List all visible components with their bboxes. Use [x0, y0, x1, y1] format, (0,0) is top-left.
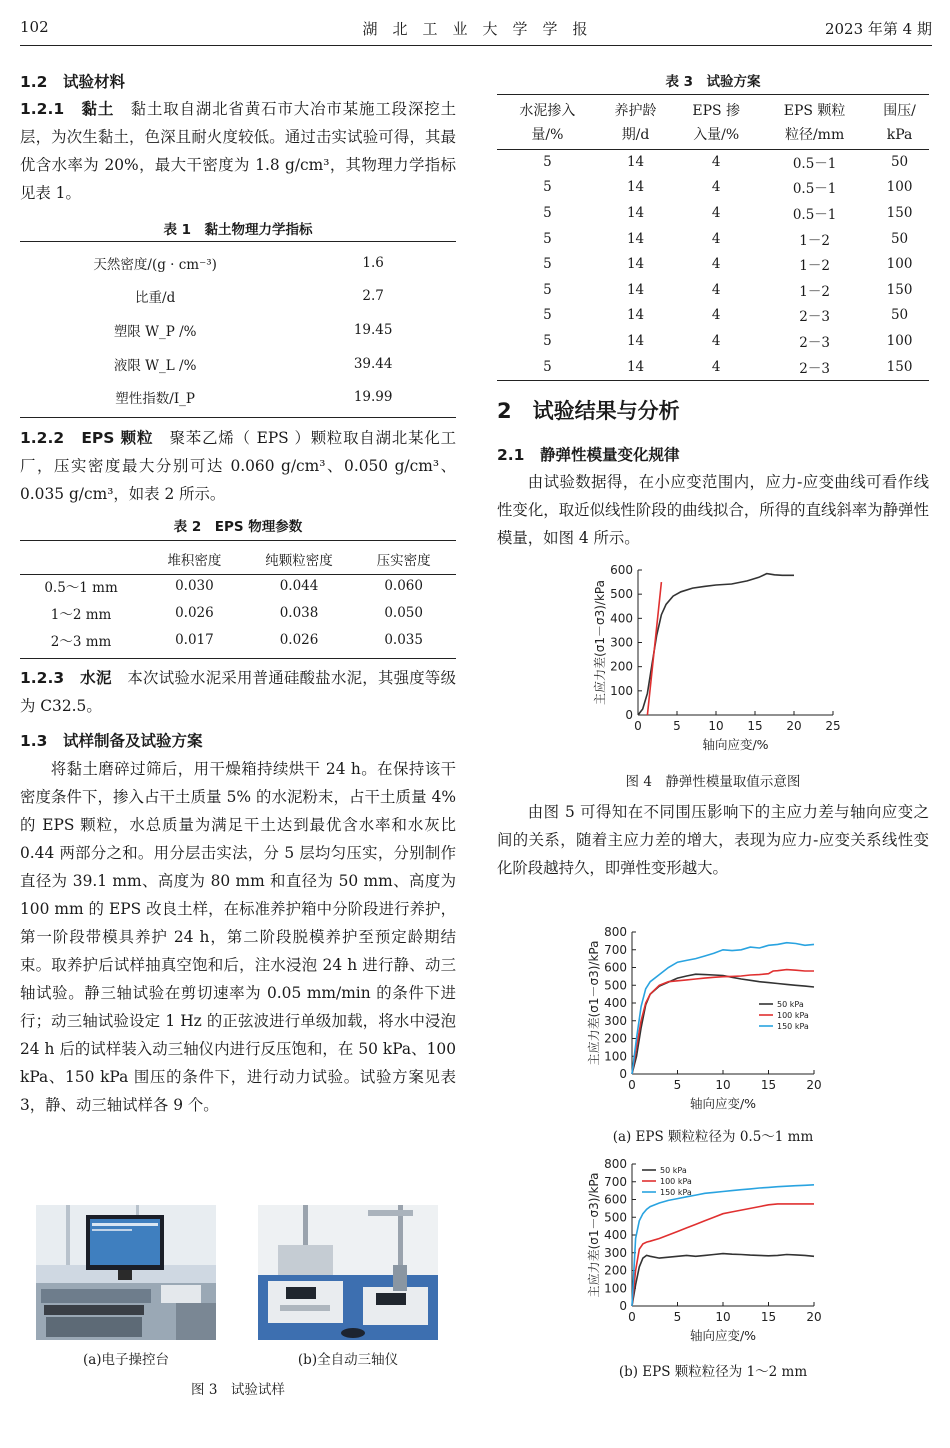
table3-cell: 0.5－1	[792, 206, 837, 223]
section-2-1-title: 2.1 静弹性模量变化规律	[497, 446, 680, 464]
table3-cell: 14	[626, 281, 645, 298]
x-tick-label: 5	[673, 719, 681, 733]
x-tick-label: 5	[673, 1310, 682, 1324]
table3-cell: 4	[711, 153, 721, 170]
y-tick-label: 0	[619, 1299, 627, 1313]
table-row	[20, 313, 456, 347]
section-1-3-text: 将黏土磨碎过筛后，用干燥箱持续烘干 24 h。在保持该干密度条件下，掺入占干土质量 5% 的水泥粉末，占干土质量 4% 的 EPS 颗粒，水总质量为满足干土达到最优含水率和水灰比 0.44 两部分之和。用分层击实法，分 5 层均匀压实，分别制作直径为 39.1 mm、高度为 80 mm 和直径为 50 mm、高度为 100 mm 的 EPS 改良土样，在标准养护箱中分阶段进行养护，第一阶段带模具养护 24 h，第二阶段脱模养护至预定龄期结束。取养护后试样抽真空饱和后，注水浸泡 24 h 进行静、动三轴试验。静三轴试验在剪切速率为 0.05 mm/min 的条件下进行；动三轴试验设定 1 Hz 的正弦波进行单级加载，将水中浸泡 24 h 后的试样装入动三轴仪内进行反压饱和，在 50 kPa、100 kPa、150 kPa 围压的条件下，进行动力试验。试验方案见表 3，静、动三轴试样各 9 个。	[20, 760, 456, 1114]
y-tick-label: 600	[604, 1192, 627, 1207]
x-tick-label: 5	[673, 1078, 682, 1092]
section-1-2-3-title: 1.2.3 水泥	[20, 669, 112, 687]
table3-cell: 1－2	[799, 283, 830, 300]
table-row	[20, 280, 456, 314]
table2-header: 纯颗粒密度	[265, 552, 333, 569]
fig3-caption: 图 3 试验试样	[191, 1382, 285, 1398]
photo-control-console-art	[36, 1205, 216, 1340]
table-row	[20, 246, 456, 280]
x-tick-label: 15	[747, 719, 763, 733]
table3-cell: 14	[626, 358, 645, 375]
table1	[20, 246, 456, 414]
series-line	[632, 1254, 814, 1306]
y-tick-label: 400	[604, 1228, 627, 1242]
y-tick-label: 400	[604, 996, 627, 1010]
section-1-2-3-text: 本次试验水泥采用普通硅酸盐水泥，其强度等级为 C32.5。	[20, 669, 456, 715]
table3-top-rule	[497, 94, 929, 95]
table-row	[497, 200, 929, 226]
table3-cell: 14	[626, 256, 645, 273]
table1-top-rule	[20, 241, 456, 242]
x-axis-label: 轴向应变/%	[689, 1096, 757, 1111]
table-row	[497, 251, 929, 277]
fig3-sub-b: (b)全自动三轴仪	[297, 1352, 399, 1368]
table2-cell: 0.017	[175, 631, 214, 648]
table2-top-rule	[20, 540, 456, 541]
table3-cell: 5	[543, 256, 552, 273]
table3-cell: 5	[543, 332, 552, 349]
table3-cell: 4	[711, 256, 721, 273]
table3-header: 围压/ kPa	[883, 103, 916, 143]
table2-cell: 0.035	[384, 631, 423, 648]
table3-cell: 100	[886, 179, 913, 196]
table-row	[20, 572, 456, 599]
table1-cell-name: 液限 W_L /%	[113, 357, 197, 374]
table1-caption: 表 1 黏土物理力学指标	[163, 222, 313, 238]
table-row	[20, 380, 456, 414]
table1-cell-name: 塑性指数/I_P	[115, 391, 196, 408]
section-1-2-2-text: 聚苯乙烯（ EPS ）颗粒取自湖北某化工厂，压实密度最大分别可达 0.060 g/cm³、0.050 g/cm³、0.035 g/cm³，如表 2 所示。	[20, 429, 456, 503]
x-tick-label: 20	[786, 719, 802, 733]
fig4-chart	[570, 560, 860, 760]
table-row	[497, 328, 929, 354]
table3-cell: 0.5－1	[792, 155, 837, 172]
x-tick-label: 15	[760, 1078, 777, 1092]
legend-label: 100 kPa	[660, 1177, 692, 1186]
table1-cell-value: 1.6	[362, 254, 384, 271]
table-row	[497, 277, 929, 303]
table2-mid-rule	[20, 574, 456, 575]
series-line	[638, 574, 794, 715]
y-tick-label: 800	[604, 1157, 627, 1171]
table3	[497, 97, 929, 379]
table3-cell: 5	[543, 179, 552, 196]
table1-bottom-rule	[20, 417, 456, 418]
table3-cell: 5	[543, 153, 552, 170]
y-tick-label: 500	[604, 1210, 627, 1225]
table3-cell: 5	[543, 230, 552, 247]
y-tick-label: 300	[604, 1013, 627, 1028]
table2-cell: 0.5～1 mm	[44, 579, 118, 596]
legend-label: 150 kPa	[777, 1022, 809, 1031]
section-1-2-1	[20, 95, 456, 207]
section-2-1-text-2: 由图 5 可得知在不同围压影响下的主应力差与轴向应变之间的关系，随着主应力差的增大，表现为应力-应变关系线性变化阶段越持久，即弹性变形越大。	[497, 803, 929, 877]
photo-control-console	[36, 1205, 216, 1340]
table3-cell: 150	[886, 358, 913, 375]
table3-header: 水泥掺入 量/%	[519, 103, 576, 143]
table3-cell: 4	[711, 332, 721, 349]
table3-cell: 4	[711, 307, 721, 324]
table2-cell: 0.038	[279, 604, 319, 621]
y-tick-label: 200	[604, 1263, 627, 1278]
section-2-title: 2 试验结果与分析	[497, 399, 680, 423]
legend-label: 50 kPa	[777, 1000, 804, 1009]
fig5b-caption: (b) EPS 颗粒粒径为 1～2 mm	[618, 1364, 808, 1380]
y-tick-label: 300	[610, 635, 633, 650]
table1-cell-name: 天然密度/(g · cm⁻³)	[93, 256, 217, 273]
table3-caption: 表 3 试验方案	[665, 74, 761, 90]
table-row	[497, 303, 929, 329]
table3-header: EPS 颗粒 粒径/mm	[783, 103, 846, 143]
table2-cell: 0.044	[279, 577, 319, 594]
section-1-3-title: 1.3 试样制备及试验方案	[20, 732, 203, 750]
table3-cell: 4	[711, 281, 721, 298]
x-tick-label: 0	[634, 719, 642, 733]
table2-header: 堆积密度	[167, 552, 222, 569]
legend-label: 150 kPa	[660, 1188, 692, 1197]
table1-cell-value: 39.44	[353, 355, 393, 372]
table2-cell: 1～2 mm	[50, 606, 112, 623]
table2	[20, 545, 456, 653]
table2-bottom-rule	[20, 658, 456, 659]
table-row	[20, 599, 456, 626]
table3-cell: 0.5－1	[792, 181, 837, 198]
table3-cell: 14	[626, 307, 645, 324]
x-axis-label: 轴向应变/%	[689, 1328, 757, 1343]
table3-cell: 14	[626, 204, 645, 221]
table3-cell: 14	[626, 179, 645, 196]
table2-cell: 0.026	[279, 631, 319, 648]
section-2-1-text: 由试验数据得，在小应变范围内，应力-应变曲线可看作线性变化，取近似线性阶段的曲线拟合，所得的直线斜率为静弹性模量，如图 4 所示。	[497, 473, 929, 547]
table3-cell: 5	[543, 204, 552, 221]
table2-cell: 2～3 mm	[50, 633, 112, 650]
page-number: 102	[20, 18, 49, 36]
table3-cell: 50	[890, 307, 909, 324]
table3-cell: 50	[890, 153, 909, 170]
table3-cell: 150	[886, 281, 913, 298]
table-row	[497, 175, 929, 201]
table2-cell: 0.026	[175, 604, 214, 621]
table3-cell: 2－3	[799, 309, 830, 326]
fig5b-chart	[580, 1152, 840, 1352]
table1-cell-name: 塑限 W_P /%	[113, 323, 197, 340]
table3-cell: 100	[886, 332, 913, 349]
header-rule	[20, 45, 932, 46]
x-tick-label: 0	[628, 1310, 636, 1324]
table-row	[497, 149, 929, 175]
x-tick-label: 20	[806, 1078, 822, 1092]
y-tick-label: 200	[610, 659, 633, 674]
table3-cell: 4	[711, 204, 721, 221]
y-tick-label: 100	[610, 683, 633, 698]
table3-cell: 5	[543, 358, 552, 375]
table2-cell: 0.050	[384, 604, 423, 621]
section-1-2-1-title: 1.2.1 黏土	[20, 100, 115, 118]
y-tick-label: 500	[610, 587, 633, 602]
y-tick-label: 0	[619, 1067, 627, 1081]
table3-bottom-rule	[497, 380, 929, 381]
photo-triaxial-apparatus-art	[258, 1205, 438, 1340]
fig4-caption: 图 4 静弹性模量取值示意图	[625, 774, 801, 790]
table2-header: 压实密度	[376, 552, 431, 569]
y-axis-label: 主应力差(σ1－σ3)/kPa	[587, 940, 601, 1066]
table3-mid-rule	[497, 149, 929, 150]
table1-cell-name: 比重/d	[135, 290, 176, 307]
y-tick-label: 100	[604, 1049, 627, 1064]
table-row	[20, 626, 456, 653]
x-tick-label: 10	[715, 1310, 731, 1324]
table-row	[497, 226, 929, 252]
y-tick-label: 600	[610, 563, 633, 577]
x-tick-label: 10	[715, 1078, 731, 1092]
table1-cell-value: 2.7	[362, 288, 384, 305]
series-line	[632, 1185, 814, 1306]
journal-name: 湖 北 工 业 大 学 学 报	[362, 20, 588, 38]
legend-label: 50 kPa	[660, 1166, 687, 1175]
table1-cell-value: 19.99	[353, 389, 393, 406]
section-1-2-2-title: 1.2.2 EPS 颗粒	[20, 429, 154, 447]
y-tick-label: 200	[604, 1031, 627, 1046]
fig5a-caption: (a) EPS 颗粒粒径为 0.5～1 mm	[612, 1129, 814, 1145]
table-row	[20, 347, 456, 381]
table3-cell: 2－3	[799, 360, 830, 377]
y-tick-label: 600	[604, 960, 627, 975]
table3-cell: 4	[711, 358, 721, 375]
y-tick-label: 300	[604, 1245, 627, 1260]
table3-cell: 4	[711, 230, 721, 247]
section-1-2-title: 1.2 试验材料	[20, 73, 125, 91]
table2-cell: 0.030	[175, 577, 214, 594]
table3-cell: 100	[886, 256, 913, 273]
x-tick-label: 15	[760, 1310, 777, 1324]
table3-cell: 5	[543, 307, 552, 324]
y-tick-label: 800	[604, 925, 627, 939]
y-axis-label: 主应力差(σ1－σ3)/kPa	[593, 580, 607, 705]
section-1-2-1-text: 黏土取自湖北省黄石市大冶市某施工段深挖土层，为次生黏土，色深且耐火度较低。通过击实试验可得，其最优含水率为 20%，最大干密度为 1.8 g/cm³，其物理力学指标见表 1。	[20, 100, 456, 202]
y-axis-label: 主应力差(σ1－σ3)/kPa	[587, 1172, 601, 1298]
table3-cell: 14	[626, 230, 645, 247]
section-1-2-2	[20, 424, 456, 508]
table3-cell: 5	[543, 281, 552, 298]
table3-header: 养护龄 期/d	[614, 103, 657, 143]
table3-cell: 14	[626, 153, 645, 170]
y-tick-label: 100	[604, 1281, 627, 1296]
table2-header	[20, 545, 142, 572]
table3-cell: 14	[626, 332, 645, 349]
y-tick-label: 0	[625, 708, 633, 722]
x-axis-label: 轴向应变/%	[702, 737, 769, 752]
x-tick-label: 0	[628, 1078, 636, 1092]
table-row	[497, 354, 929, 380]
issue-info: 2023 年第 4 期	[824, 20, 932, 38]
table2-cell: 0.060	[384, 577, 423, 594]
table3-cell: 4	[711, 179, 721, 196]
series-line	[647, 582, 661, 715]
table3-cell: 1－2	[799, 232, 830, 249]
section-1-2-3	[20, 664, 456, 720]
photo-triaxial-apparatus	[258, 1205, 438, 1340]
x-tick-label: 20	[806, 1310, 822, 1324]
y-tick-label: 500	[604, 978, 627, 993]
x-tick-label: 25	[825, 719, 841, 733]
y-tick-label: 700	[604, 942, 627, 957]
table3-cell: 150	[886, 204, 913, 221]
table3-header: EPS 掺 入量/%	[692, 103, 741, 143]
fig3-sub-a: (a)电子操控台	[82, 1352, 170, 1368]
fig5a-chart	[580, 920, 840, 1120]
x-tick-label: 10	[708, 719, 724, 733]
legend-label: 100 kPa	[777, 1011, 809, 1020]
table1-cell-value: 19.45	[353, 321, 393, 338]
table3-cell: 2－3	[799, 334, 830, 351]
y-tick-label: 700	[604, 1174, 627, 1189]
table3-cell: 50	[890, 230, 909, 247]
table2-caption: 表 2 EPS 物理参数	[173, 519, 303, 535]
table3-cell: 1－2	[799, 258, 830, 275]
y-tick-label: 400	[610, 611, 633, 626]
